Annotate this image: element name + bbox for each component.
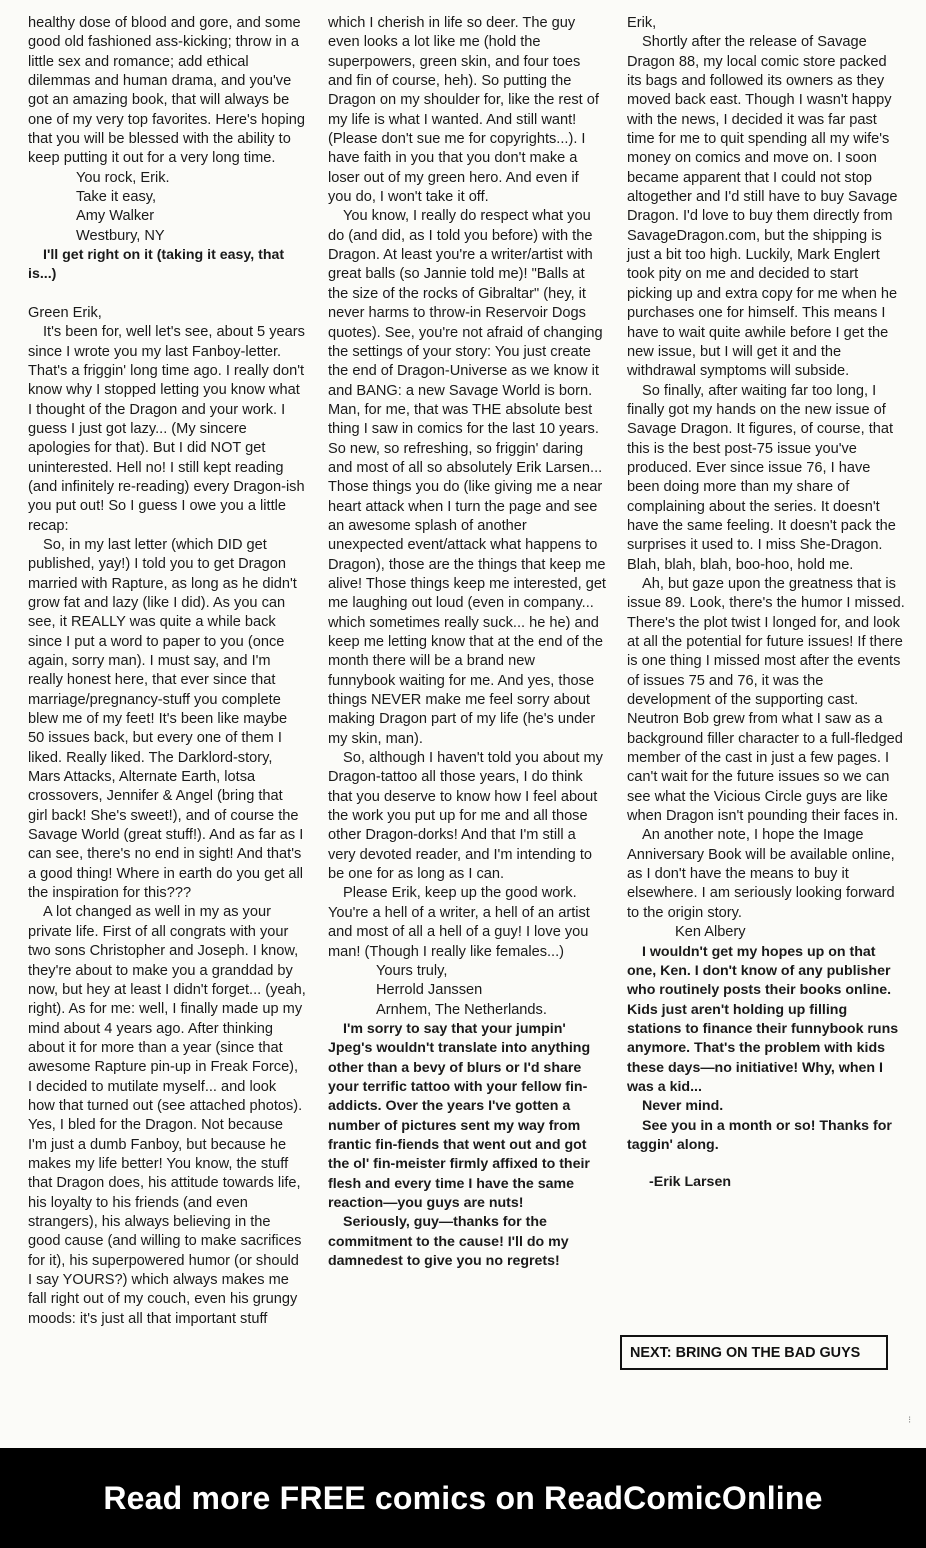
- letter-paragraph: Ah, but gaze upon the greatness that is issue 89. Look, there's the humor I missed. There's the plot twist I longed for, and look at all the potential for future issues! If there is one thing I missed most after the events of issues 75 and 76, it was the development of the supporting cast. Neutron Bob grew from what I saw as a background filler character to a full-fledged member of the cast in just a few pages. I can't wait for the future issues so we can see what the Vicious Circle guys are like when Dragon isn't pounding their faces in.: [627, 575, 905, 825]
- letter-paragraph: So finally, after waiting far too long, I finally got my hands on the new issue of Savage Dragon. It figures, of course, that this is the best post-75 issue you've produced. Ever since issue 76, I have been doing more than my share of complaining about the series. It doesn't have the same feeling. It doesn't pack the surprises it used to. I miss She-Dragon. Blah, blah, blah, boo-hoo, hold me.: [627, 382, 896, 573]
- letter-paragraph: An another note, I hope the Image Anniversary Book will be available online, as I don't have the means to buy it elsewhere. I am seriously looking forward to the origin story.: [627, 827, 895, 921]
- letter-signature-line: Amy Walker: [76, 208, 155, 225]
- letter-paragraph: A lot changed as well in my as your private life. First of all congrats with your two sons Christopher and Joseph. I know, they're about to make you a granddad by now, but hey at least I didn't forget... (yeah, right). As for me: well, I finally made up my mind about 4 years ago. After thinking about it for more than a year (since that awesome Rapture pin-up in Freak Force), I decided to mutilate myself... and look how that turned out (see attached photos). Yes, I bled for the Dragon. Not because I'm just a dumb Fanboy, but because he makes my life better! You know, the stuff that Dragon does, his attitude towards life, his loyalty to his friends (and even strangers), his always believing in the good cause (and willing to make sacrifices for it), his superpowered humor (or should I say YOURS?) which always makes me fall right out of my couch, even his grungy moods: it's just all that important stuff: [28, 904, 306, 1327]
- editor-reply-paragraph: See you in a month or so! Thanks for taggin' along.: [627, 1117, 892, 1153]
- letter-signature-line: Westbury, NY: [76, 227, 165, 244]
- letter-signature-line: Ken Albery: [675, 924, 746, 941]
- letter-paragraph: Shortly after the release of Savage Dragon 88, my local comic store packed its bags and followed its owners as they moved back east. Though I wasn't happy with the news, I decided it was far past time for me to quit spending all my wife's money on comics and move on. I soon became apparent that I could not stop altogether and I'd still have to buy Savage Dragon. I'd love to buy them directly from SavageDragon.com, but the shipping is just a bit too high. Luckily, Mark Englert took pity on me and decided to start picking up and extra copy for me when he purchases one for himself. This means I have to wait quite awhile before I get the new issue, but I will get it and the withdrawal symptoms will subside.: [627, 34, 898, 380]
- editor-reply-paragraph: Seriously, guy—thanks for the commitment to the cause! I'll do my damnedest to give you no regrets!: [328, 1214, 569, 1269]
- letter-paragraph: You know, I really do respect what you do (and did, as I told you before) with the Dragon. At least you're a writer/artist with great balls (so Jannie told me)! "Balls at the size of the rocks of Gibraltar" (hey, it never harms to throw-in Reservoir Dogs quotes). See, you're not afraid of changing the settings of your story: You just create the end of Dragon-Universe as we know it and BANG: a new Savage World is born. Man, for me, that was THE absolute best thing I saw in comics for the last 10 years. So new, so refreshing, so friggin' daring and most of all so absolutely Erik Larsen... Those things you do (like giving me a near heart attack when I turn the page and see an awesome splash of another unexpected event/attack what happens to Dragon), those are the things that keep me alive! Those things keep me interested, get me laughing out loud (even in company... which sometimes really suck... he he) and keep me letting know that at the end of the month there will be a brand new funnybook waiting for me. And yes, those things NEVER make me feel sorry about making Dragon part of my life (he's under my skin, man).: [328, 208, 606, 747]
- next-issue-box: [620, 1335, 888, 1370]
- editor-reply-paragraph: Never mind.: [642, 1098, 724, 1115]
- letter-paragraph: which I cherish in life so deer. The guy even looks a lot like me (hold the superpowers, green skin, and four toes and fin of course, heh). So putting the Dragon on my shoulder for, like the rest of my life is what I wanted. And still want! (Please don't sue me for copyrights...). I have faith in you that you don't make a loser out of my green hero. And even if you do, I won't take it off.: [328, 15, 599, 206]
- letter-paragraph: So, although I haven't told you about my Dragon-tattoo all those years, I do think that you deserve to know how I feel about the work you put up for me and all those other Dragon-dorks! And that I'm still a very devoted reader, and I'm intending to be one for as long as I can.: [328, 750, 603, 883]
- letter-paragraph: Erik,: [627, 15, 657, 31]
- editor-reply-paragraph: I wouldn't get my hopes up on that one, Ken. I don't know of any publisher who routinely posts their books online. Kids just aren't holding up filling stations to finance their funnybook runs anymore. That's the problem with kids these days—no initiative! Why, when I was a kid...: [627, 943, 899, 1095]
- letter-signature-line: Take it easy,: [76, 189, 157, 206]
- letter-paragraph: healthy dose of blood and gore, and some good old fashioned ass-kicking; throw in a little sex and romance; add ethical dilemmas and human drama, and you've got an amazing book, that will always be one of my very top favorites. Here's hoping that you will be blessed with the ability to keep putting it out for a very long time.: [28, 15, 305, 167]
- page-edge-mark: ⁝: [908, 1415, 912, 1426]
- editor-signature: -Erik Larsen: [649, 1174, 732, 1191]
- letter-signature-line: Yours truly,: [376, 962, 448, 979]
- letters-column-2: [328, 14, 606, 1271]
- editor-reply-paragraph: I'm sorry to say that your jumpin' Jpeg's wouldn't translate into anything other than a bevy of blurs or I'd share your terrific tattoo with your fellow fin-addicts. Over the years I've gotten a number of pictures sent my way from frantic fin-fiends that went out and got the ol' fin-meister firmly affixed to their flesh and every time I have the same reaction—you guys are nuts!: [328, 1020, 591, 1211]
- letters-column-3: [627, 14, 905, 1193]
- letter-paragraph: It's been for, well let's see, about 5 years since I wrote you my last Fanboy-letter. That's a friggin' long time ago. I really don't know why I stopped letting you know what I thought of the Dragon and your work. I guess I just got lazy... (My sincere apologies for that). But I did NOT get uninterested. Hell no! I still kept reading (and infinitely re-reading) every Dragon-ish you put out! So I guess I owe you a little recap:: [28, 324, 305, 534]
- letter-paragraph: Please Erik, keep up the good work. You're a hell of a writer, a hell of an artist and most of all a hell of a guy! I love you man! (Though I really like females...): [328, 885, 590, 960]
- letter-signature-line: Herrold Janssen: [376, 982, 483, 999]
- letter-signature-line: Arnhem, The Netherlands.: [376, 1001, 547, 1018]
- letters-column-1: [28, 14, 306, 1329]
- letter-signature-line: You rock, Erik.: [76, 169, 170, 186]
- editor-reply-paragraph: I'll get right on it (taking it easy, that is...): [28, 247, 285, 283]
- promo-banner[interactable]: [0, 1448, 926, 1548]
- next-issue-text: NEXT: BRING ON THE BAD GUYS: [630, 1344, 861, 1361]
- letter-paragraph: Green Erik,: [28, 304, 102, 321]
- letter-paragraph: So, in my last letter (which DID get published, yay!) I told you to get Dragon married with Rapture, as long as he didn't grow fat and lazy (like I did). As you can see, it REALLY was quite a while back since I put a word to paper to you (once again, sorry man). I must say, and I'm really honest here, that ever since that marriage/pregnancy-stuff you complete blew me of my feet! It's been like maybe 50 issues back, but every one of them I liked. Really liked. The Darklord-story, Mars Attacks, Alternate Earth, lotsa crossovers, Jennifer & Angel (bring that girl back! She's sweet!), and of course the Savage World (great stuff!). And as far as I can see, there's no end in sight! And that's a good thing! Where in earth do you get all the inspiration for this???: [28, 536, 304, 902]
- promo-banner-text[interactable]: Read more FREE comics on ReadComicOnline: [103, 1479, 823, 1516]
